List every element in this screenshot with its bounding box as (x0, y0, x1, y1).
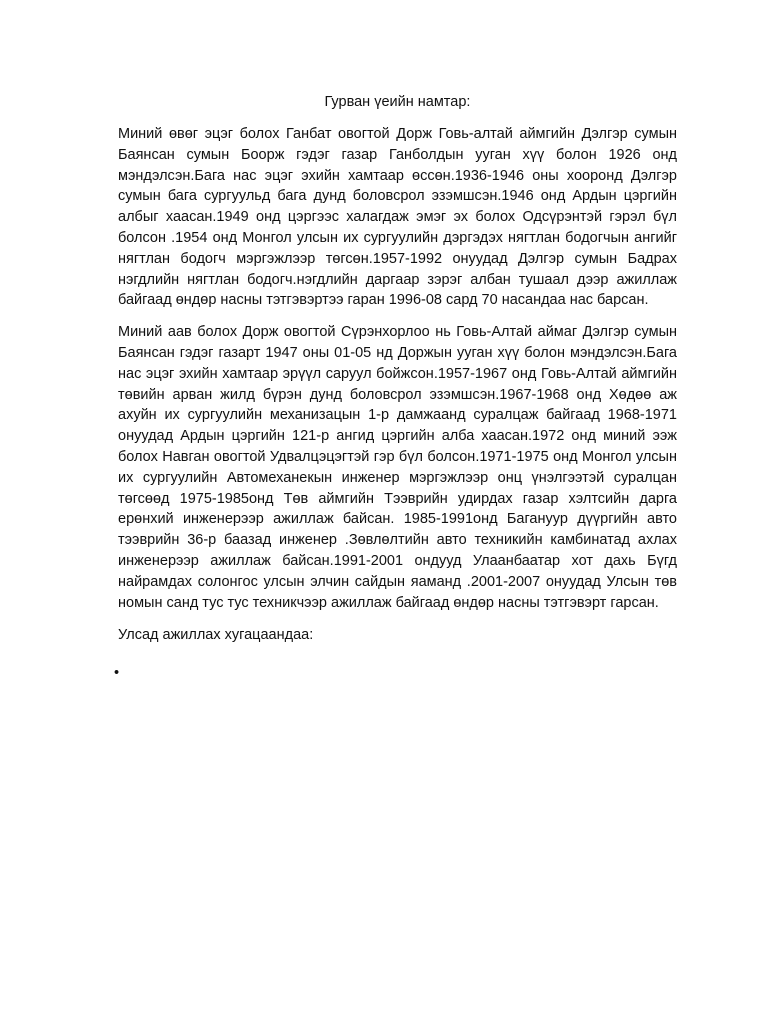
list-item (114, 661, 677, 682)
section-label: Улсад ажиллах хугацаандаа: (118, 627, 314, 644)
document-body (114, 92, 677, 682)
paragraph-father: Миний аав болох Дорж овогтой Сүрэнхорлоо нь Говь-Алтай аймаг Дэлгэр сумын Баянсан гэдэг газарт 1947 оны 01-05 нд Доржын ууган хүү болон мэндэлсэн.Бага нас эцэг эхийн хамтаар эрүүл саруул бойжсон.1957-1967 онд Говь-Алтай аймгийн төвийн арван жилд бүрэн дунд боловсрол эзэмшсэн.1967-1968 онд Хөдөө аж ахуйн их сургуулийн механизацын 1-р дамжаанд суралцаж байгаад 1968-1971 онуудад Ардын цэргийн 121-р ангид цэргийн алба хаасан.1972 онд миний ээж болох Навган овогтой Удвалцэцэгтэй гэр бүл болсон.1971-1975 онд Монгол улсын их сургуулийн Автомеханекын инженер мэргэжлээр онц үнэлгээтэй суралцан төгсөөд 1975-1985онд Төв аймгийн Тээврийн удирдах газар хэлтсийн дарга ерөнхий инженерээр ажиллаж байсан. 1985-1991онд Багануур дүүргийн авто тээврийн 36-р баазад инженер .Зөвлөлтийн авто техникийн камбинатад ахлах инженерээр ажиллаж байсан.1991-2001 ондууд Улаанбаатар хот дахь Бүгд найрамдах солонгос улсын элчин сайдын яаманд .2001-2007 онуудад Улсын төв номын санд тус тус техникчээр ажиллаж байгаад өндөр насны тэтгэвэрт гарсан. (118, 324, 677, 611)
bullet-list (114, 661, 677, 682)
document-title: Гурван үеийн намтар: (324, 94, 471, 110)
bullet-icon: • (114, 665, 120, 682)
paragraph-grandfather: Миний өвөг эцэг болох Ганбат овогтой Дорж Говь-алтай аймгийн Дэлгэр сумын Баянсан сумын Боорж гэдэг газар Ганболдын ууган хүү болон 1926 онд мэндэлсэн.Бага нас эцэг эхийн хамтаар өссөн.1936-1946 оны хооронд Дэлгэр сумын бага сургуульд бага дунд боловсрол эзэмшсэн.1946 онд Ардын цэргийн албыг хаасан.1949 онд цэргээс халагдаж эмэг эх болох Одсүрэнтэй гэрэл бүл болсон .1954 онд Монгол улсын их сургуулийн дэргэдэх нягтлан бодогчын ангийг нягтлан бодогч мэргэжлээр төгсөн.1957-1992 онуудад Дэлгэр сумын Бадрах нэгдлийн нягтлан бодогч.нэгдлийн даргаар зэрэг албан тушаал дээр ажиллаж байгаад өндөр насны тэтгэвэртээ гаран 1996-08 сард 70 насандаа нас барсан. (118, 126, 677, 309)
